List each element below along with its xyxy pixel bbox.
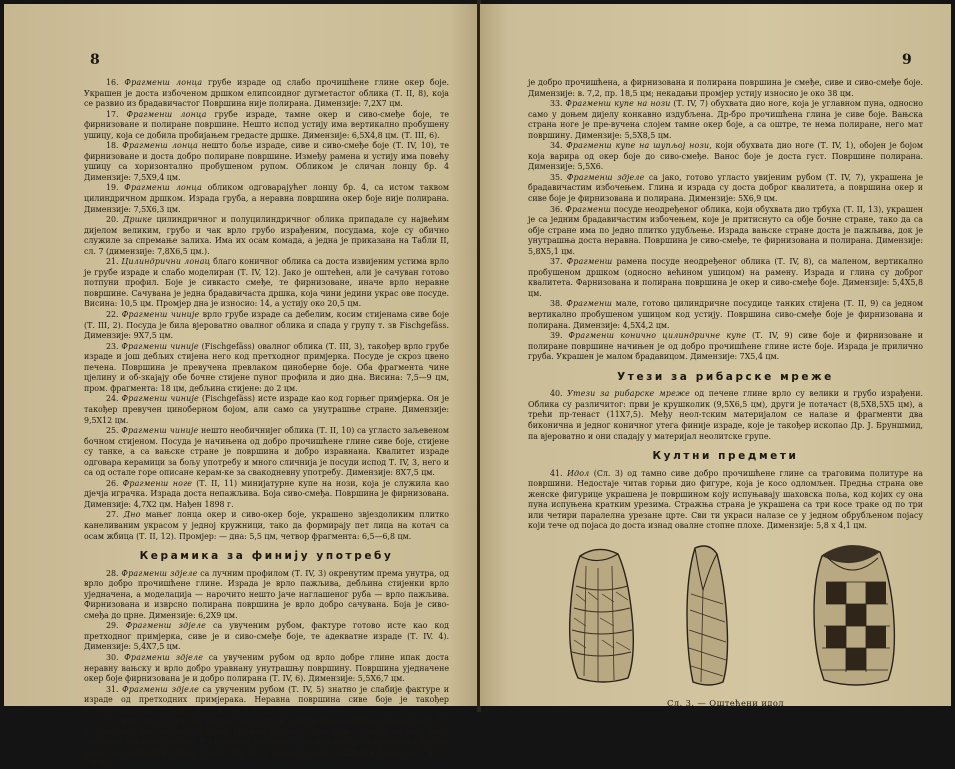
paragraph: је добро прочишћена, а фирнизована и полирана површина је смеђе, сиве и сиво-смеђе боје. Димензије: в. 7,2, пр. 18,5 цм; некадањи промјер устију износио је око 38 цм. [528, 78, 923, 98]
text-column [528, 78, 923, 708]
paragraph: 39. Фрагменш коничнo цилиндричне купе (Т. IV, 9) сиве боје и фирнизоване и полиране површине начињен је од добро прочишћене глине исте боје. Израда је прилично груба. Украшен је малом брадавицом. Димензије: 7Х5,4 цм. [528, 331, 923, 362]
paragraph: 32. Фрагменш купе на шупљој нози, која је била врло великих димензија (Т. III, 1), обухвата дио (готово потпуни кружни исјечак) саме купе, док се од ноге нису сачували никакви трагови. На конични дио саме купе надовезује се пртенасти кратки појас са извијеним рубом. Доњи дио купе показује јасно оштрена пријелаз у ногу. Глина [84, 716, 450, 768]
idol-back-view [814, 545, 894, 684]
left-page [4, 4, 478, 768]
idol-illustration [528, 538, 923, 688]
paragraph: 19. Фрагменш лонца обликом одговарајућег лонцу бр. 4, са истом таквом цилиндричном дршком. Израда груба, а неравна површина окер боје није полирана. Димензије: 7,5Х6,3 цм. [84, 183, 449, 214]
paragraph: 37. Фрагменш рамена посуде неодређеног облика (Т. IV, 8), са маленом, вертикално пробушеном дршком (односно већином ушицом) на рамену. Израда и глина су доброг квалитета. Фарнизована и полирана површина је окер и сиво-смеђе боје. Димензије: 5,4Х5,8 цм. [528, 257, 923, 298]
paragraph: 38. Фрагменш мале, готово цилиндричне посудице танких стијена (Т. II, 9) са једном вертикално пробушеном ушицом код устију. Површина сиво-смеђе боје је фирнизована и полирана. Димензије: 4,5Х4,2 цм. [528, 299, 923, 330]
idol-figure [528, 538, 923, 696]
section-heading: Култни предмети [652, 450, 799, 463]
paragraph: 22. Фрагменш чиније врло грубе израде са дебелим, косим стијенама сиве боје (Т. III, 2). Посуда је била вјероватно овалног облика и спада у групу т. зв Fischgefäss. Димензије: 9Х7,5 цм. [84, 310, 449, 341]
paragraph: 33. Фрагменш купе на нози (Т. IV, 7) обухвата дио ноге, која је углавном пуна, односно само у доњем дијелу конкавно издубљена. Др‑бро прочишћена глина је сиве боје. Вањска страна ноге је пре‑вучена слојем тамне окер боје, а са оштре, те нема полиране, него мат површину. Димензије: 5,5Х8,5 цм. [528, 99, 923, 140]
idol-side-view [687, 546, 728, 685]
page-number: 9 [902, 52, 912, 68]
paragraph: 29. Фрагменш здјеле са увученим рубом, фактуре готово исте као код претходног примјерка, сиве је и сиво-смеђе боје, те адекватне израде (Т. IV. 4). Димензије: 5,4Х7,5 цм. [84, 621, 449, 652]
paragraph: 31. Фрагменш здјеле са увученим рубом (Т. IV, 5) знатно је слабије фактуре и израде од претходних примјерака. Неравна површина сиве боје је такођер фирнизована и полирана. Димензије: 5,6Х6,9 цм. [84, 684, 449, 715]
paragraph: 20. Дршке цилиндричног и полуцилиндричног облика припадале су највећим дијелом великим, грубо и чак врло грубо израђеним, посудама, које су обично служиле за спремање залиха. Има их осам комада, а једна је приказана на Табли II, сл. 7 (димензије: 7,8Х6,5 цм.). [84, 215, 449, 256]
paragraph: 28. Фрагменш здјеле са лучним профилом (Т. IV, 3) окренутим према унутра, од врло добро прочишћене глине. Израда је врло пажљива, дебљина стијенки врло уједначена, а моделација — нарочито нешто јаче наглашеног руба — врло пажљива. Фирнизована и изврсно полирана површина је врло добро сачувана. Боја је сиво-смеђа до црне. Димензије: 6,2Х9 цм. [84, 568, 449, 620]
paragraph: 16. Фрагменш лонца грубе израде од слабо прочишћене глине окер боје. Украшен је доста избоченом дршком елипсоидног дугметастог облика (Т. II, 8), која се развио из брадавичастог Површина није полирана. Димензије: 7,2Х7 цм. [84, 78, 450, 109]
paragraph: 21. Цилиндрични лонац благо коничног облика са доста извијеним устима врло је грубе израде и слабо моделиран (Т. IV, 12). Јако је оштећен, али је сачуван готово потпуни профил. Боје је сивкасто смеђе, те фирнизоване, иначе врло неравне површине. Сачувана је једна брадавичаста дршка, која чини једини украс ове посуде. Висина: 10,5 цм. Промјер дна је износио: 14, а устију око 20,5 цм. [84, 257, 449, 309]
paragraph: 25. Фрагменш чиније нешто необичнијег облика (Т. II, 10) са угласто заљевеном бочном стијеном. Посуда је начињена од добро прочишћене глине сиве боје, стијене су танке, а са вањске стране је површина и добро изравнана. Квалитет израде одговара керамици за бољу употребу и много сличнија је посуди испод Т. IV, 3, него и са од осталe горе описане керам‑ке за свакодневну употребу. Димензије: 8Х7,5 цм. [84, 426, 449, 478]
text-column [84, 78, 449, 769]
paragraph: 26. Фрагменш ноге (Т. II, 11) минијатурне купе на нози, која је служила као дјечја играчка. Израда доста непажљива. Боја сиво-смеђа. Површина је фирнизована. Димензије: 4,7Х2 цм. Нађен 1898 г. [84, 478, 449, 509]
figure-caption: Сл. 3. — Оштећени идол [666, 697, 785, 708]
paragraph: 35. Фрагменш здјеле са јако, готово угласто увијеним рубом (Т. IV, 7), украшена је брадавичастим избочењем. Глина и израда су доста доброг квалитета, а површина окер и сиве боје је фирнизована и полирана. Димензије: 5Х6,9 цм. [528, 172, 923, 204]
paragraph-list [84, 569, 449, 769]
paragraph: 23. Фрагменш чиније (Fischgefäss) овалног облика (Т. III, 3), такођер врло грубе израде и још дебљих стијена него код претходног примјерка. Посуде је скроз цвено печена. Површина је превучена превлаком циноберне боје. Оба фрагмента чине цјелину и об‑зкајају обе бочне стијене пуног профила и дио дна. Висина: 7,5—9 цм, пром. фрагмента: 18 цм, дебљина стијене: до 2 цм. [84, 341, 449, 393]
paragraph: 36. Фрагменш посуде неодређеног облика, који обухвата дио трбуха (Т. II, 13), украшен је са једним брадавичастим избочењем, које је притиснуто са обје бочне стране, тако да са обје стране има по једно плитко удубљење. Израда вањске стране доста је пажљива, док је унутрашња доста неравна. Површина је сиво-смеђе, те фирнизована и полирана. Димензије: 5,8Х5,1 цм. [528, 204, 923, 256]
paragraph: 30. Фрагменш здјеле са увученим рубом од врло добре глине ипак доста неравну вањску и врло добро уравнану унутрашњу површину. Површина уједначене окер боје фирнизована је и добро полирана (Т. IV, 6). Димензије: 5,5Х6,7 цм. [84, 652, 449, 684]
idol-front-view [570, 549, 634, 682]
right-page [480, 4, 951, 706]
paragraph: 18. Фрагменш лонца нешто боље израде, сиве и сиво-смеђе боје (Т. IV, 10), те фирнизоване и доста добро полиране површине. Између рамена и устију има повећу ушицу са хоризонтално пробушеном рупом. Обликом је сличан лонцу бр. 4 Димензије: 7,5Х9,4 цм. [84, 141, 449, 182]
paragraph: 24. Фрагменш чиније (Fischgefäss) исте израде као код горњег примјерка. Он је такођер превучен циноберном бојом, али само са унутрашње стране. Димензије: 9,5Х12 цм. [84, 394, 450, 425]
paragraph: 40. Утези за рибарске мреже од печене глине врло су велики и грубо израђени. Облика су различитог: први је крушколик (9,5Х6,5 цм), други је потачаст (8,5Х8,5Х5 цм), а трећи пр‑тенаст (11Х7,5). Међу неол‑тским материјалом се налазе и фрагменти два биконична и једног коничног утега финије израде, које је такођер ископао Др. Ј. Бруншмид, па вјероватно и они спадају у материјал неолитске групе. [528, 389, 923, 441]
section-heading: Керамика за финију употребу [139, 550, 394, 563]
paragraph: 41. Идол (Сл. 3) од тамно сиве добро прочишћене глине са траговима политуре на површини. Недостаје читав горњи дио фигуре, која је косо одломљен. Предња страна ове женске фигурице украшена је површином коју испуњавају шаховска поља, код којих су она пуна испуњена кратким урезима. Стражња страна је украшена са три косе траке од по три или четири паралелна урезане црте. Сви ти украси налазе се у једном обрубљеном појасу који тече од појаса до доста изнад oвалне стопне плохе. Димензије: 5,8 х 4,1 цм. [528, 468, 923, 531]
paragraph: 17. Фрагменш лонца грубе израде, тамне окер и сиво-смеђе боје, те фирнизоване и полиране површине. Нешто испод устију има вертикално пробушену ушицу, која се добила пробијањем гредасте дршке. Димензије: 6,5Х4,8 цм. (Т. III, 6). [84, 109, 449, 140]
paragraph-list [84, 78, 449, 542]
paragraph: 34. Фрагменш купе на шупљој нози, који обухвата дио ноге (Т. IV, 1), обојен је бојом која варира од окер боје до сиво-смеђе. Ванос боје је доста густ. Површине полирана. Димензије: 5,5Х6. [528, 141, 923, 172]
paragraph: 27. Дно мањег лонца окер и сиво-окер боје, украшено звјездоликим плитко канеливаним украсом у једној кружници, тако да формирају пет лица на котач са осам жбица (Т. II, 12). Промјер: — дна: 5,5 цм, четвор фрагмента: 6,5—6,8 цм. [84, 510, 449, 541]
paragraph-list [528, 78, 923, 363]
page-number: 8 [90, 52, 100, 68]
section-heading: Утези за рибарске мреже [617, 370, 834, 383]
